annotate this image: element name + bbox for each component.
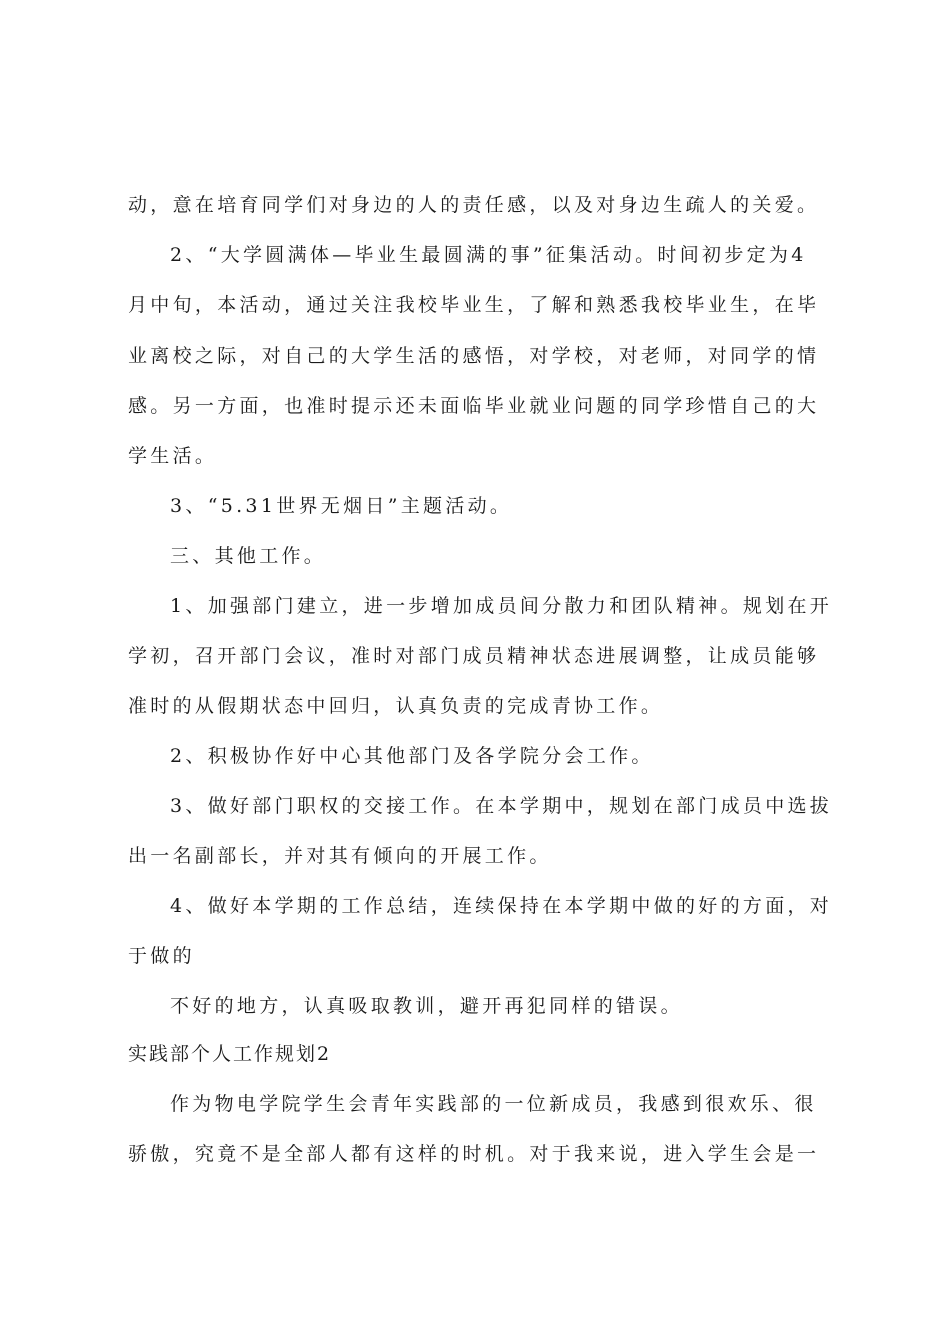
text-line-6: 学生活。 — [128, 445, 218, 467]
text-line-1: 动，意在培育同学们对身边的人的责任感，以及对身边生疏人的关爱。 — [128, 194, 820, 216]
text-line-7: 3、“5.31世界无烟日”主题活动。 — [170, 495, 513, 517]
text-line-5: 感。另一方面，也准时提示还未面临毕业就业问题的同学珍惜自己的大 — [128, 395, 820, 417]
text-line-17: 不好的地方，认真吸取教训，避开再犯同样的错误。 — [170, 995, 683, 1017]
text-line-10: 学初，召开部门会议，准时对部门成员精神状态进展调整，让成员能够 — [128, 645, 820, 667]
text-line-4: 业离校之际，对自己的大学生活的感悟，对学校，对老师，对同学的情 — [128, 345, 820, 367]
text-line-2: 2、“大学圆满体—毕业生最圆满的事”征集活动。时间初步定为4 — [170, 244, 807, 266]
text-line-20: 骄傲，究竟不是全部人都有这样的时机。对于我来说，进入学生会是一 — [128, 1143, 820, 1165]
text-line-15: 4、做好本学期的工作总结，连续保持在本学期中做的好的方面，对 — [170, 895, 833, 917]
text-line-3: 月中旬，本活动，通过关注我校毕业生，了解和熟悉我校毕业生，在毕 — [128, 294, 820, 316]
text-line-11: 准时的从假期状态中回归，认真负责的完成青协工作。 — [128, 695, 664, 717]
text-line-16: 于做的 — [128, 945, 195, 967]
text-line-9: 1、加强部门建立，进一步增加成员间分散力和团队精神。规划在开 — [170, 595, 833, 617]
section-heading-other-work: 三、其他工作。 — [170, 545, 327, 567]
text-line-13: 3、做好部门职权的交接工作。在本学期中，规划在部门成员中选拔 — [170, 795, 833, 817]
text-line-19: 作为物电学院学生会青年实践部的一位新成员，我感到很欢乐、很 — [170, 1093, 817, 1115]
section-title-plan-2: 实践部个人工作规划2 — [128, 1043, 332, 1065]
text-line-14: 出一名副部长，并对其有倾向的开展工作。 — [128, 845, 552, 867]
text-line-12: 2、积极协作好中心其他部门及各学院分会工作。 — [170, 745, 654, 767]
